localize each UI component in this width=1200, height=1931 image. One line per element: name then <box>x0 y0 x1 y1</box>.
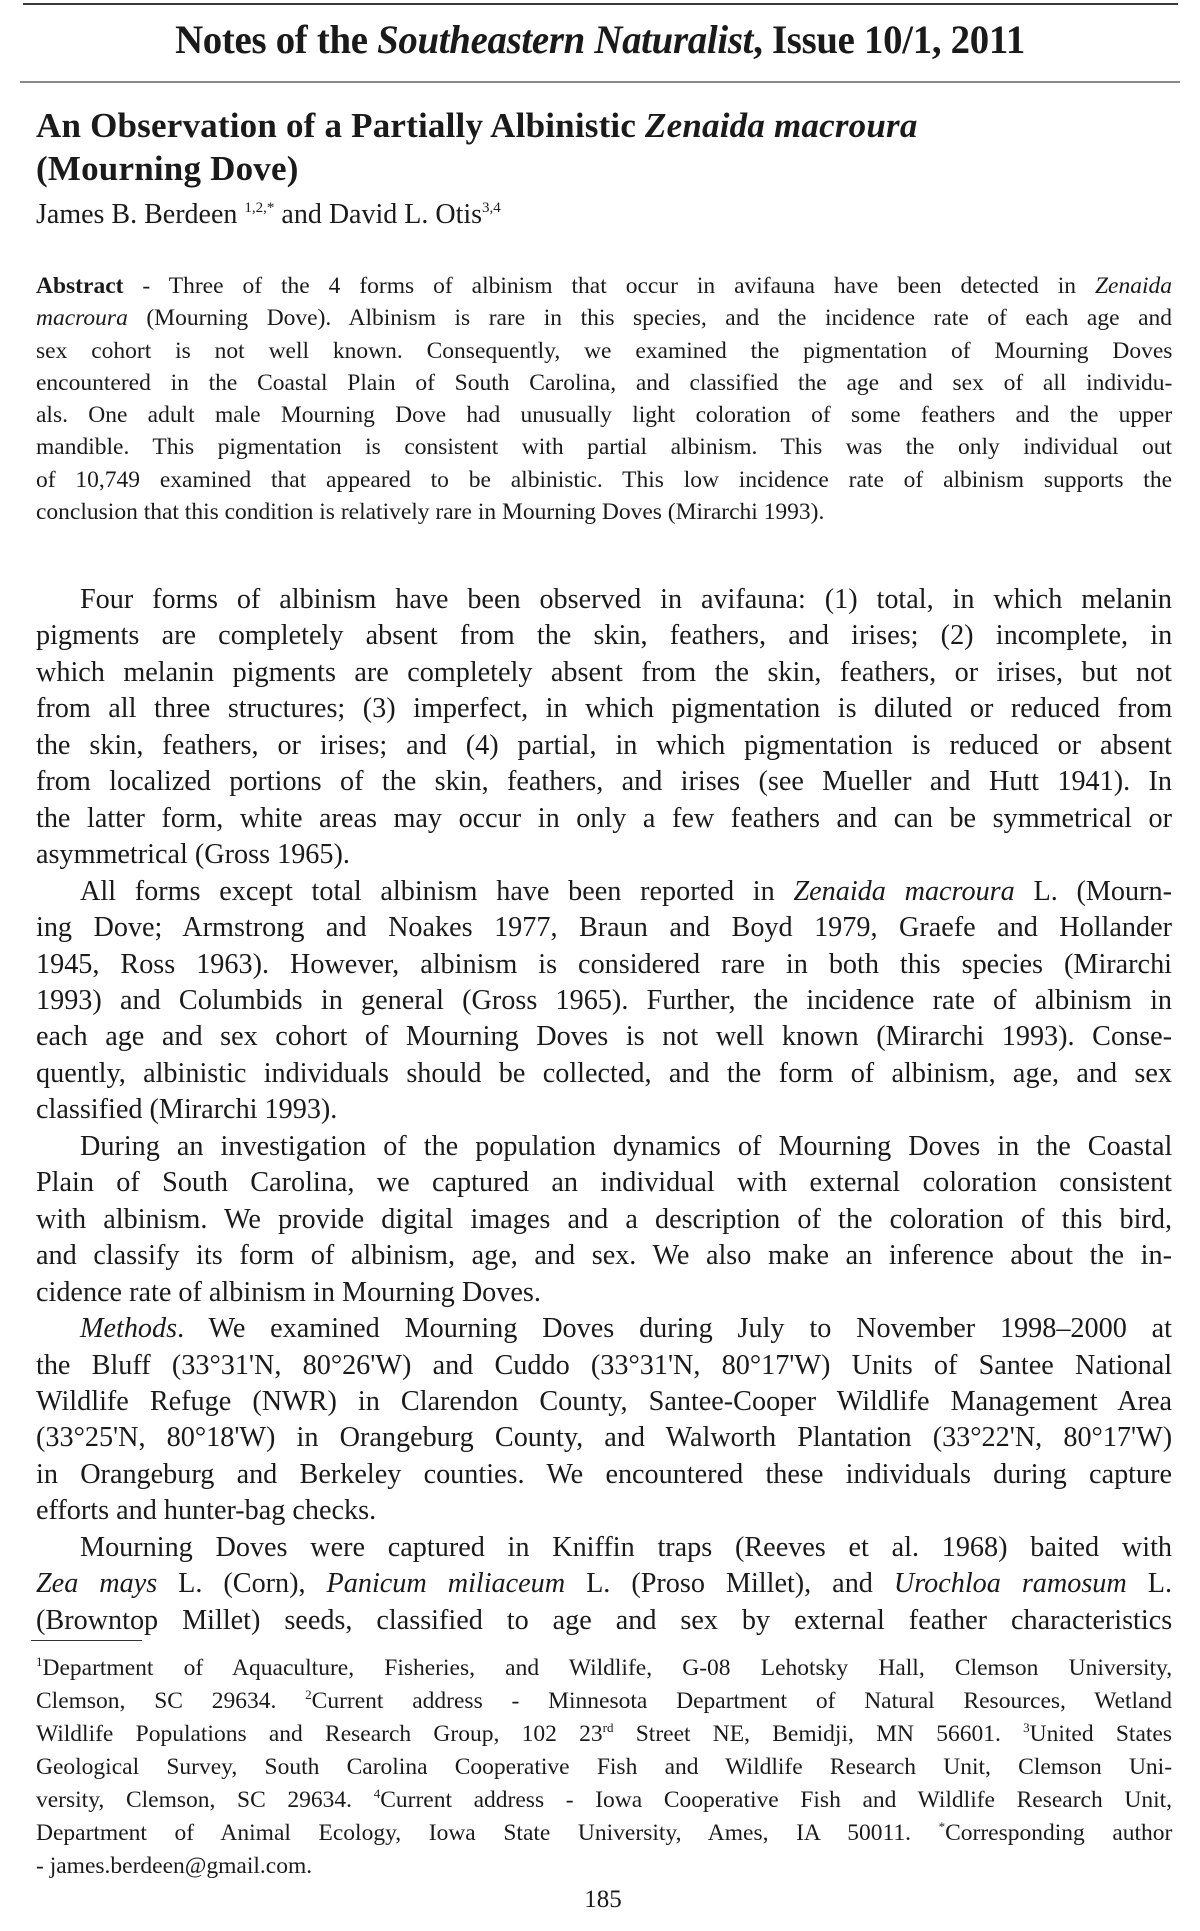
body-line <box>36 728 1172 764</box>
abstract-text: - Three of the 4 forms of albinism that occur in avifauna have been detected in <box>123 273 1095 299</box>
footnote-text: Clemson, SC 29634. <box>36 1688 306 1714</box>
body-line <box>36 618 1172 654</box>
footnote-line <box>36 1751 1172 1784</box>
body-text: efforts and hunter-bag checks. <box>36 1495 377 1527</box>
footnote-marker: 4 <box>373 1786 381 1801</box>
body-text: Four forms of albinism have been observed in avifauna: (1) total, in which melanin <box>80 584 1172 615</box>
species-name: Zenaida macroura <box>645 106 918 145</box>
body-text: the Bluff (33°31'N, 80°26'W) and Cuddo (33°31'N, 80°17'W) Units of Santee National <box>36 1349 1173 1381</box>
body-text: quently, albinistic individuals should be collected, and the form of albinism, age, and sex <box>36 1057 1172 1089</box>
body-line <box>36 801 1172 837</box>
italic-term: Zea mays <box>36 1568 158 1600</box>
body-text: During an investigation of the population dynamics of Mourning Doves in the Coastal <box>80 1130 1173 1162</box>
footnote-line <box>36 1784 1172 1817</box>
body-text: . We examined Mourning Doves during July to November 1998–2000 at <box>177 1313 1172 1345</box>
italic-term: Methods <box>80 1313 178 1345</box>
footnote-line <box>36 1817 1172 1850</box>
body-text: in Orangeburg and Berkeley counties. We encountered these individuals during capture <box>36 1458 1172 1490</box>
footnote-text: Street NE, Bemidji, MN 56601. <box>613 1721 1024 1747</box>
body-line <box>36 1311 1172 1347</box>
body-line <box>36 1420 1172 1456</box>
body-text: classified (Mirarchi 1993). <box>36 1094 338 1126</box>
author-2-affiliations: 3,4 <box>482 200 501 216</box>
body-text: (33°25'N, 80°18'W) in Orangeburg County, and Walworth Plantation (33°22'N, 80°17'W) <box>36 1422 1173 1454</box>
body-text: the skin, feathers, or irises; and (4) partial, in which pigmentation is reduced or absent <box>36 729 1172 761</box>
footnote-marker: * <box>938 1819 946 1834</box>
author-line <box>36 198 1172 232</box>
body-text: which melanin pigments are completely absent from the skin, feathers, or irises, but not <box>36 656 1172 688</box>
running-head <box>18 14 1182 66</box>
author-1: James B. Berdeen <box>36 199 245 230</box>
abstract-line <box>36 367 1172 399</box>
body-line <box>36 1092 1172 1128</box>
body-line <box>36 983 1172 1019</box>
body-line <box>36 1056 1172 1092</box>
abstract-text: sex cohort is not well known. Consequently, we examined the pigmentation of Mourning Doves <box>36 337 1173 364</box>
abstract-line <box>36 335 1172 367</box>
footnote-marker: 1 <box>36 1654 43 1669</box>
species-name: macroura <box>36 305 128 332</box>
abstract-line <box>36 431 1172 463</box>
footnote-text: Current address - Iowa Cooperative Fish and Wildlife Research Unit, <box>380 1787 1173 1813</box>
footnote-text: versity, Clemson, SC 29634. <box>36 1787 374 1813</box>
body-text: L. <box>1126 1568 1172 1600</box>
title-line-2: (Mourning Dove) <box>36 149 299 188</box>
page-number: 185 <box>584 1886 622 1913</box>
article-title <box>36 104 1172 190</box>
body-line <box>36 1202 1172 1238</box>
footnote-text: Wildlife Populations and Research Group, 102 23 <box>36 1721 603 1747</box>
body-line <box>36 1165 1172 1201</box>
italic-term: Panicum miliaceum <box>326 1568 566 1600</box>
title-line-1 <box>36 104 1172 147</box>
running-head-prefix: Notes of the <box>175 17 378 62</box>
body-text: L. (Corn), <box>157 1568 327 1600</box>
body-text: the latter form, white areas may occur in only a few feathers and can be symmetrical or <box>36 802 1172 834</box>
body-text: from all three structures; (3) imperfect, in which pigmentation is diluted or reduced from <box>36 693 1173 725</box>
footnote-text: - james.berdeen@gmail.com. <box>36 1853 313 1879</box>
footnote-line <box>36 1685 1172 1718</box>
body-line <box>36 910 1172 946</box>
abstract <box>36 270 1172 528</box>
body-text: L. (Proso Millet), and <box>565 1568 894 1600</box>
abstract-text: mandible. This pigmentation is consistent with partial albinism. This was the only individual out <box>36 434 1173 461</box>
title-text: An Observation of a Partially Albinistic <box>36 106 646 145</box>
journal-name: Southeastern Naturalist <box>377 17 754 62</box>
body-text: 1993) and Columbids in general (Gross 1965). Further, the incidence rate of albinism in <box>36 984 1172 1016</box>
footnote-line <box>36 1850 1172 1883</box>
abstract-text: (Mourning Dove). Albinism is rare in this species, and the incidence rate of each age and <box>127 305 1172 332</box>
body-text: with albinism. We provide digital images and a description of the coloration of this bird, <box>36 1203 1172 1235</box>
footnote-line <box>36 1652 1172 1685</box>
body-text: each age and sex cohort of Mourning Doves is not well known (Mirarchi 1993). Conse- <box>36 1021 1172 1053</box>
footnote-rule <box>31 1640 142 1641</box>
body-line <box>36 1457 1172 1493</box>
footnote-text: Department of Animal Ecology, Iowa State University, Ames, IA 50011. <box>36 1820 939 1846</box>
footnote-text: Department of Aquaculture, Fisheries, and Wildlife, G-08 Lehotsky Hall, Clemson University, <box>42 1655 1173 1681</box>
body-line <box>36 947 1172 983</box>
article-body <box>36 582 1172 1639</box>
body-line <box>36 1129 1172 1165</box>
author-2: and David L. Otis <box>274 199 483 230</box>
body-line <box>36 837 1172 873</box>
body-line <box>36 1238 1172 1274</box>
footnote-text: Current address - Minnesota Department of Natural Resources, Wetland <box>311 1688 1172 1714</box>
body-text: Mourning Doves were captured in Kniffin traps (Reeves et al. 1968) baited with <box>80 1531 1172 1563</box>
body-line <box>36 582 1172 618</box>
body-text: from localized portions of the skin, feathers, and irises (see Mueller and Hutt 1941). In <box>36 766 1172 798</box>
abstract-line <box>36 270 1172 302</box>
body-line <box>36 1348 1172 1384</box>
body-line <box>36 1493 1172 1529</box>
body-text: ing Dove; Armstrong and Noakes 1977, Braun and Boyd 1979, Graefe and Hollander <box>36 912 1172 944</box>
footnote-text: Geological Survey, South Carolina Cooperative Fish and Wildlife Research Unit, Clemson Uni- <box>36 1754 1173 1780</box>
author-1-affiliations: 1,2,* <box>244 200 275 216</box>
body-line <box>36 1384 1172 1420</box>
footnotes <box>36 1652 1172 1883</box>
body-line <box>36 764 1172 800</box>
footnote-line <box>36 1718 1172 1751</box>
footnote-text: United States <box>1029 1721 1172 1747</box>
abstract-text: conclusion that this condition is relatively rare in Mourning Doves (Mirarchi 1993). <box>36 499 825 526</box>
italic-term: Zenaida macroura <box>793 875 1015 907</box>
abstract-text: als. One adult male Mourning Dove had unusually light coloration of some feathers and the upper <box>36 402 1173 429</box>
body-line <box>36 1019 1172 1055</box>
abstract-line <box>36 464 1172 496</box>
body-text: All forms except total albinism have been reported in <box>80 875 794 907</box>
body-line <box>36 691 1172 727</box>
abstract-line <box>36 302 1172 334</box>
abstract-text: encountered in the Coastal Plain of South Carolina, and classified the age and sex of all individu- <box>36 369 1173 396</box>
body-line <box>36 1530 1172 1566</box>
footnote-marker: 3 <box>1023 1720 1030 1735</box>
body-text: asymmetrical (Gross 1965). <box>36 839 350 871</box>
abstract-line <box>36 399 1172 431</box>
body-text: L. (Mourn- <box>1014 875 1172 907</box>
body-text: (Browntop Millet) seeds, classified to age and sex by external feather characteristics <box>36 1604 1173 1636</box>
footnote-marker: rd <box>602 1720 614 1735</box>
body-text: and classify its form of albinism, age, and sex. We also make an inference about the in- <box>36 1240 1172 1272</box>
body-line <box>36 1603 1172 1639</box>
body-text: Plain of South Carolina, we captured an individual with external coloration consistent <box>36 1167 1172 1199</box>
italic-term: Urochloa ramosum <box>893 1568 1127 1600</box>
body-line <box>36 1566 1172 1602</box>
issue-info: , Issue 10/1, 2011 <box>753 17 1025 62</box>
header-rule <box>20 81 1180 83</box>
body-line <box>36 655 1172 691</box>
abstract-label: Abstract <box>36 273 124 299</box>
body-text: cidence rate of albinism in Mourning Doves. <box>36 1276 541 1308</box>
body-text: Wildlife Refuge (NWR) in Clarendon County, Santee-Cooper Wildlife Management Area <box>36 1385 1172 1417</box>
body-line <box>36 874 1172 910</box>
footnote-marker: 2 <box>305 1687 312 1702</box>
body-line <box>36 1275 1172 1311</box>
body-text: 1945, Ross 1963). However, albinism is considered rare in both this species (Mirarchi <box>36 948 1172 980</box>
species-name: Zenaida <box>1094 273 1172 299</box>
abstract-line <box>36 496 1172 528</box>
abstract-text: of 10,749 examined that appeared to be albinistic. This low incidence rate of albinism supports the <box>36 466 1172 493</box>
top-rule <box>23 3 1178 5</box>
footnote-text: Corresponding author <box>945 1820 1173 1846</box>
body-text: pigments are completely absent from the skin, feathers, and irises; (2) incomplete, in <box>36 620 1173 652</box>
